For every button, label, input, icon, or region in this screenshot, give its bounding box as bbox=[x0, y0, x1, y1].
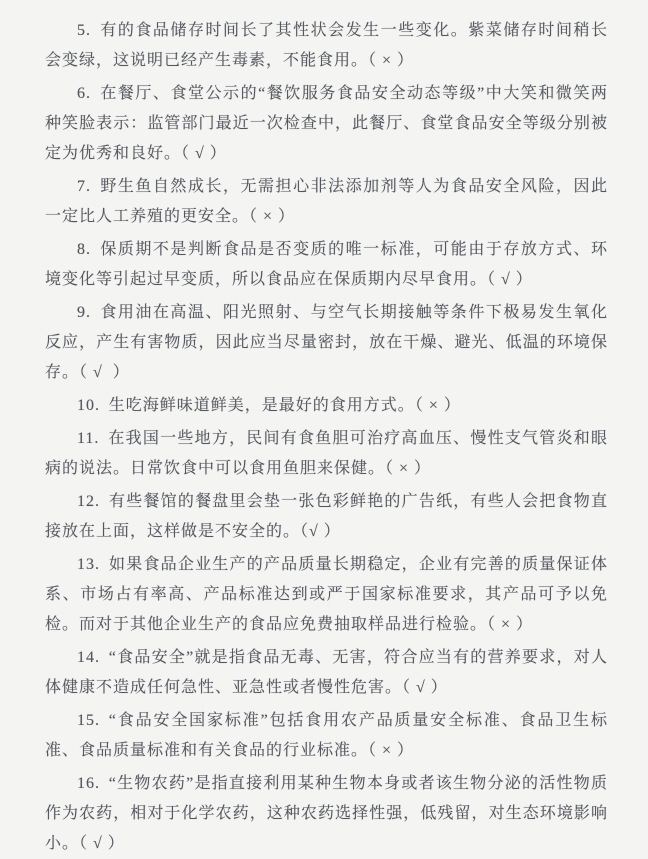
question-item bbox=[45, 79, 608, 169]
question-number: 10. bbox=[77, 397, 100, 414]
question-number: 5. bbox=[77, 22, 91, 39]
question-item bbox=[45, 487, 608, 547]
question-item bbox=[45, 550, 608, 640]
question-text: 食用油在高温、阳光照射、与空气长期接触等条件下极易发生氧化反应，产生有害物质，因此应当尽量密封，放在干燥、避光、低温的环境保存。 bbox=[45, 304, 608, 381]
question-text: 有些餐馆的餐盘里会垫一张色彩鲜艳的广告纸，有些人会把食物直接放在上面，这样做是不安全的。 bbox=[45, 493, 608, 540]
question-item bbox=[45, 172, 608, 232]
question-item bbox=[45, 769, 608, 859]
question-number: 7. bbox=[77, 178, 91, 195]
question-item bbox=[45, 391, 608, 421]
answer-mark: （ × ） bbox=[368, 52, 415, 69]
question-item bbox=[45, 643, 608, 703]
answer-mark: （ × ） bbox=[249, 208, 296, 225]
question-text: “生物农药”是指直接利用某种生物本身或者该生物分泌的活性物质作为农药，相对于化学农药，这种农药选择性强，低残留，对生态环境影响小。 bbox=[45, 775, 608, 852]
question-list bbox=[45, 16, 608, 859]
question-text: 生吃海鲜味道鲜美，是最好的食用方式。 bbox=[108, 397, 415, 414]
question-item bbox=[45, 298, 608, 388]
question-item bbox=[45, 424, 608, 484]
answer-mark: （ × ） bbox=[414, 397, 461, 414]
question-number: 15. bbox=[77, 712, 100, 729]
question-item bbox=[45, 706, 608, 766]
question-number: 12. bbox=[77, 493, 100, 510]
question-number: 16. bbox=[77, 775, 100, 792]
answer-mark: （ × ） bbox=[487, 616, 534, 633]
question-number: 6. bbox=[77, 85, 91, 102]
question-number: 9. bbox=[77, 304, 91, 321]
question-text: 在餐厅、食堂公示的“餐饮服务食品安全动态等级”中大笑和微笑两种笑脸表示：监管部门最近一次检查中，此餐厅、食堂食品安全等级分别被定为优秀和良好。 bbox=[45, 85, 608, 162]
question-text: 有的食品储存时间长了其性状会发生一些变化。紫菜储存时间稍长会变绿，这说明已经产生毒素，不能食用。 bbox=[45, 22, 608, 69]
answer-mark: （ √ ） bbox=[402, 679, 448, 696]
question-number: 14. bbox=[77, 649, 100, 666]
question-number: 8. bbox=[77, 241, 91, 258]
question-text: 在我国一些地方，民间有食鱼胆可治疗高血压、慢性支气管炎和眼病的说法。日常饮食中可以食用鱼胆来保健。 bbox=[45, 430, 608, 477]
answer-mark: （ √ ） bbox=[79, 835, 125, 852]
answer-mark: （ × ） bbox=[385, 460, 432, 477]
answer-mark: （ √ ） bbox=[487, 271, 533, 288]
question-item bbox=[45, 235, 608, 295]
answer-mark: （√ ） bbox=[300, 523, 341, 540]
question-number: 13. bbox=[77, 556, 100, 573]
question-number: 11. bbox=[77, 430, 100, 447]
question-text: “食品安全国家标准”包括食用农产品质量安全标准、食品卫生标准、食品质量标准和有关食品的行业标准。 bbox=[45, 712, 608, 759]
answer-mark: （ × ） bbox=[368, 742, 415, 759]
question-item bbox=[45, 16, 608, 76]
question-text: 野生鱼自然成长，无需担心非法添加剂等人为食品安全风险，因此一定比人工养殖的更安全。 bbox=[45, 178, 608, 225]
question-text: 如果食品企业生产的产品质量长期稳定，企业有完善的质量保证体系、市场占有率高、产品标准达到或严于国家标准要求，其产品可予以免检。而对于其他企业生产的食品应免费抽取样品进行检验。 bbox=[45, 556, 608, 633]
answer-mark: （ √ ） bbox=[181, 145, 227, 162]
question-text: “食品安全”就是指食品无毒、无害，符合应当有的营养要求，对人体健康不造成任何急性、亚急性或者慢性危害。 bbox=[45, 649, 608, 696]
answer-mark: （ √ ） bbox=[79, 364, 130, 381]
question-text: 保质期不是判断食品是否变质的唯一标准，可能由于存放方式、环境变化等引起过早变质，所以食品应在保质期内尽早食用。 bbox=[45, 241, 608, 288]
